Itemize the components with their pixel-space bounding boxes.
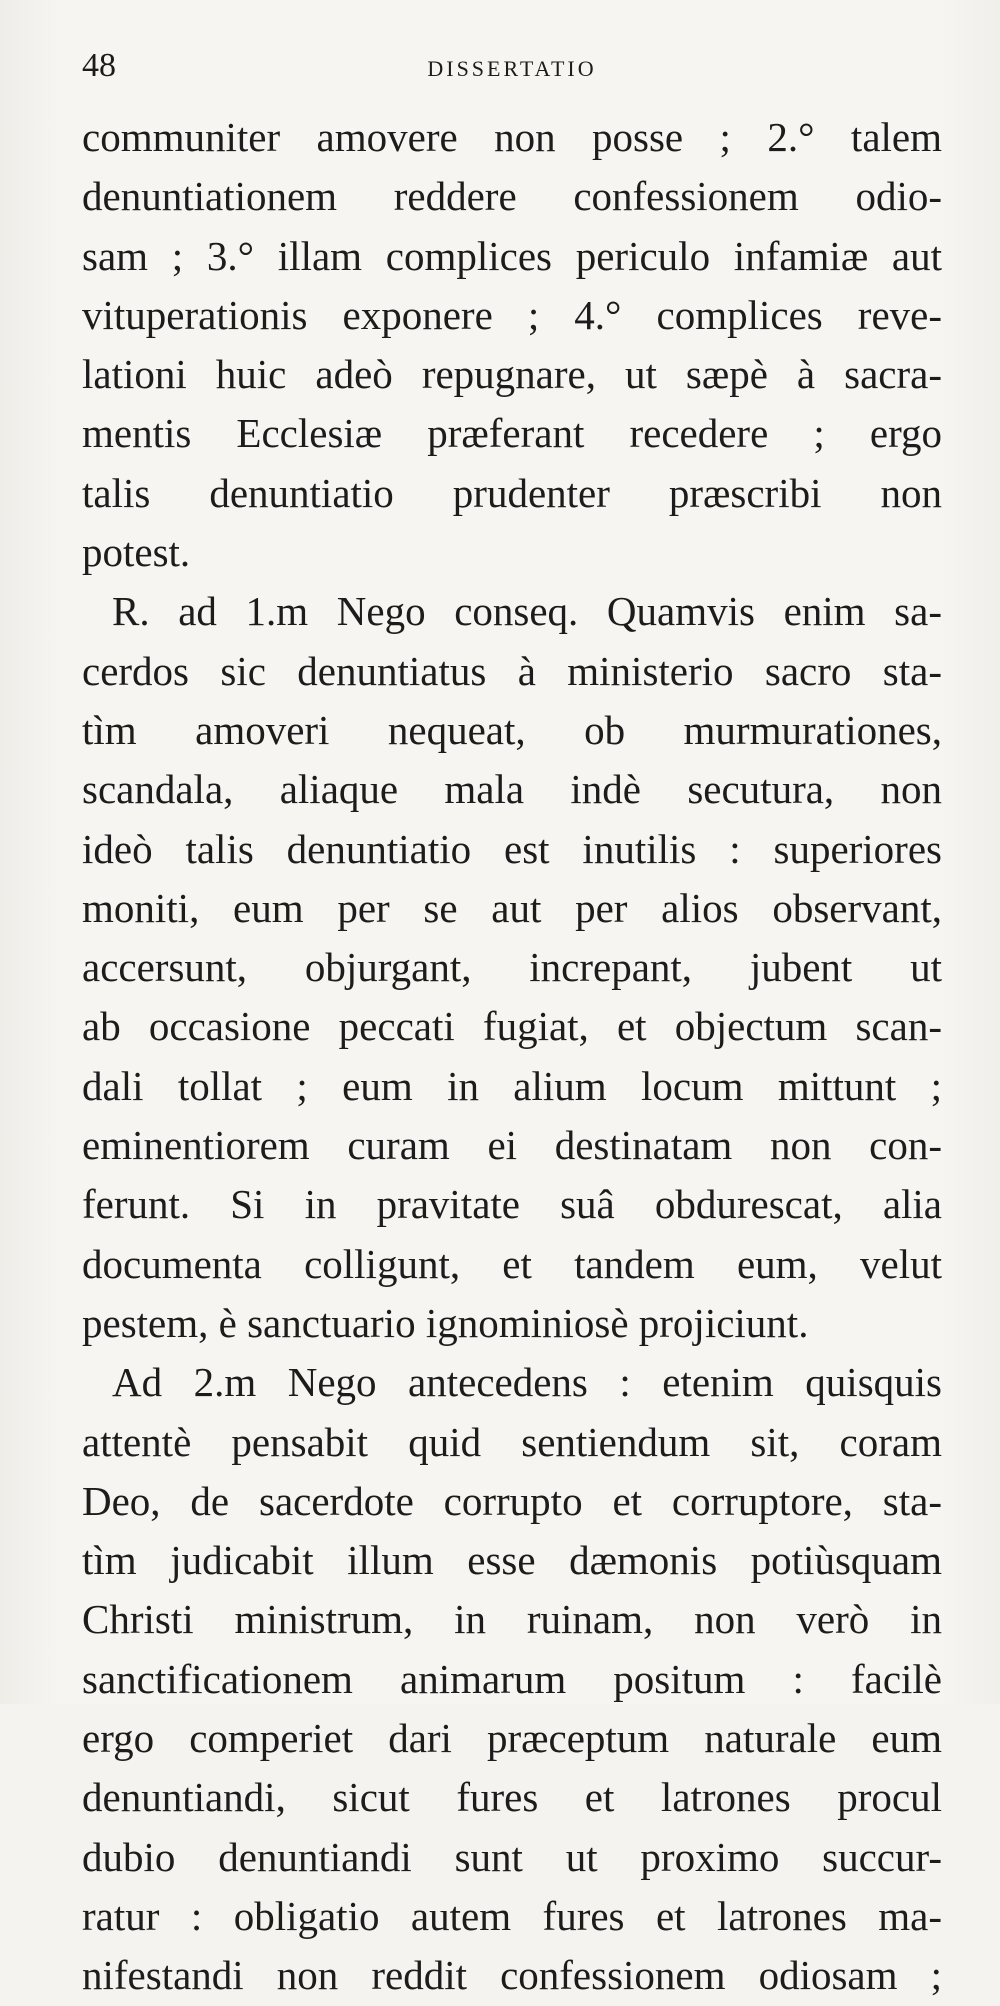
text-line: potest.: [82, 529, 191, 576]
text-line: pestem, è sanctuario ignominiosè projiciunt.: [82, 1299, 809, 1346]
text-line: tìm judicabit illum esse dæmonis potiùsquam: [82, 1537, 942, 1584]
text-line: talis denuntiatio prudenter præscribi non: [82, 469, 942, 516]
text-line: documenta colligunt, et tandem eum, velut: [82, 1240, 942, 1287]
running-head: DISSERTATIO: [427, 56, 597, 81]
text-line: mentis Ecclesiæ præferant recedere ; ergo: [82, 410, 942, 457]
text-line: ab occasione peccati fugiat, et objectum scan-: [82, 1003, 942, 1050]
page-number: 48: [82, 47, 116, 84]
text-line: eminentiorem curam ei destinatam non con-: [82, 1122, 942, 1169]
text-line: communiter amovere non posse ; 2.° talem: [82, 114, 942, 160]
text-line: scandala, aliaque mala indè secutura, non: [82, 766, 942, 813]
text-line: tìm amoveri nequeat, ob murmurationes,: [82, 706, 942, 753]
text-line: dubio denuntiandi sunt ut proximo succur-: [82, 1833, 942, 1880]
text-line: sam ; 3.° illam complices periculo infamiæ aut: [82, 232, 942, 279]
text-line: R. ad 1.m Nego conseq. Quamvis enim sa-: [112, 588, 942, 635]
text-line: cerdos sic denuntiatus à ministerio sacro sta-: [82, 647, 942, 694]
text-line: sanctificationem animarum positum : facilè: [82, 1655, 942, 1702]
text-line: Deo, de sacerdote corrupto et corruptore, sta-: [82, 1477, 942, 1524]
text-line: ergo comperiet dari præceptum naturale eum: [82, 1715, 942, 1762]
body-text: [82, 108, 942, 2006]
text-line: nifestandi non reddit confessionem odiosam ;: [82, 1952, 942, 1999]
text-line: Ad 2.m Nego antecedens : etenim quisquis: [112, 1359, 942, 1406]
text-line: ferunt. Si in pravitate suâ obdurescat, alia: [82, 1181, 942, 1228]
text-line: vituperationis exponere ; 4.° complices reve-: [82, 291, 942, 338]
text-line: Christi ministrum, in ruinam, non verò in: [82, 1596, 942, 1643]
text-line: ideò talis denuntiatio est inutilis : superiores: [82, 825, 942, 872]
text-line: ratur : obligatio autem fures et latrones ma-: [82, 1892, 942, 1939]
text-line: lationi huic adeò repugnare, ut sæpè à sacra-: [82, 351, 942, 398]
page-header: [82, 46, 942, 86]
text-line: accersunt, objurgant, increpant, jubent ut: [82, 944, 942, 991]
text-line: dali tollat ; eum in alium locum mittunt ;: [82, 1062, 942, 1109]
text-line: denuntiandi, sicut fures et latrones procul: [82, 1774, 942, 1821]
text-line: denuntiationem reddere confessionem odio-: [82, 173, 942, 220]
text-line: moniti, eum per se aut per alios observant,: [82, 884, 942, 931]
text-line: attentè pensabit quid sentiendum sit, coram: [82, 1418, 942, 1465]
